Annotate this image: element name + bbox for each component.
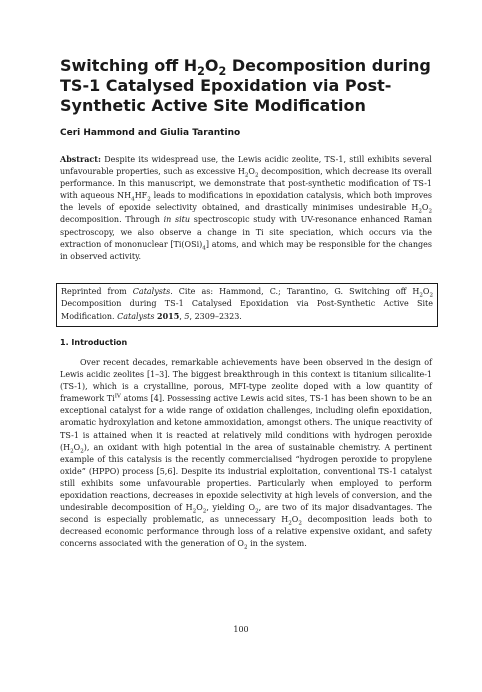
- abstract-text: Despite its widespread use, the Lewis acidic zeolite, TS-1, still exhibits several unfavourable properties, such as excessive H: [60, 155, 432, 177]
- abstract-text: O: [248, 167, 255, 177]
- abstract-subscript: 2: [147, 196, 151, 203]
- body-text: decomposition leads both to decreased economic performance through loss of a relative expensive oxidant, and safety concerns associated with the generation of O: [60, 515, 432, 549]
- abstract-subscript: 2: [428, 208, 432, 215]
- abstract-text: ] atoms, and which may be responsible for the changes in observed activity.: [60, 239, 432, 261]
- citation-text: O: [422, 287, 430, 296]
- abstract-label: Abstract:: [60, 154, 101, 164]
- body-subscript: 2: [202, 508, 207, 515]
- abstract-text: decomposition. Through: [60, 215, 164, 225]
- abstract-text: HF: [134, 191, 148, 201]
- section-heading: 1. Introduction: [60, 338, 128, 347]
- body-text: in the system.: [247, 539, 307, 549]
- body-subscript: 2: [255, 508, 259, 515]
- abstract: [60, 153, 432, 263]
- body-text: O: [73, 442, 81, 452]
- body-subscript: 2: [80, 448, 84, 455]
- abstract-subscript: 2: [244, 172, 249, 179]
- title-text: O: [204, 56, 219, 75]
- body-text: O: [196, 503, 203, 513]
- body-text: Over recent decades, remarkable achievements have been observed in the design of Lewis acidic zeolites [1–3]. The biggest breakthrough in this context is titanium silicalite-1 (TS-1), which is a crystalline, porous, MFI-type zeolite doped with a low quantity of framework Ti: [60, 358, 432, 404]
- abstract-text: leads to modifications in epoxidation catalysis, which both improves the levels of epoxide selectivity obtained, and drastically minimises undesirable H: [60, 191, 432, 213]
- citation-subscript: 2: [429, 292, 433, 299]
- citation-text: ,: [179, 312, 185, 322]
- abstract-text: decomposition, which decrease its overall performance. In this manuscript, we demonstrate that post-synthetic modification of TS-1 with aqueous NH: [60, 167, 432, 201]
- abstract-text: spectroscopic study with UV-resonance enhanced Raman spectroscopy, we also observe a change in Ti site speciation, which occurs via the extraction of mononuclear [Ti(OSi): [60, 215, 433, 249]
- body-superscript: IV: [114, 393, 121, 400]
- body-subscript: 2: [70, 448, 74, 455]
- body-text: , are two of its major disadvantages. The second is especially problematic, as unnecessary H: [60, 503, 432, 525]
- title-text: Decomposition during TS-1 Catalysed Epoxidation via Post-Synthetic Active Site Modification: [60, 56, 431, 115]
- abstract-subscript: 2: [418, 208, 422, 215]
- body-text: O: [291, 515, 299, 525]
- citation-italic: Catalysts: [117, 312, 155, 322]
- body-subscript: 2: [298, 520, 302, 527]
- body-subscript: 2: [243, 545, 248, 551]
- citation-year: 2015: [157, 311, 180, 322]
- citation-text: Decomposition during TS-1 Catalysed Epoxidation via Post-Synthetic Active Site Modification.: [61, 299, 433, 322]
- reprint-citation-box: [56, 283, 438, 327]
- citation-text: , 2309–2323.: [189, 312, 242, 322]
- abstract-italic: in situ: [163, 215, 191, 225]
- citation-subscript: 2: [419, 292, 423, 299]
- body-subscript: 2: [288, 520, 292, 527]
- body-text: , yielding O: [206, 503, 256, 513]
- abstract-subscript: 4: [131, 196, 135, 203]
- citation-volume: 5: [184, 312, 190, 322]
- introduction-paragraph: [60, 357, 432, 551]
- title-text: Switching off H: [60, 56, 198, 75]
- citation-text: Reprinted from: [61, 287, 133, 296]
- title-subscript: 2: [197, 65, 205, 79]
- abstract-text: O: [421, 203, 429, 213]
- author-list: Ceri Hammond and Giulia Tarantino: [60, 128, 241, 138]
- paper-title: [60, 56, 432, 116]
- citation-italic: Catalysts: [132, 287, 171, 296]
- title-subscript: 2: [218, 65, 227, 79]
- body-text: ), an oxidant with high potential in the area of sustainable chemistry. A pertinent example of this catalysis is the recently commercialised “hydrogen peroxide to propylene oxide” (HPPO) process [5,6]. Despite its industrial exploitation, conventional TS-1 catalyst still exhibits some unfavourable properties. Particularly when employed to perform epoxidation reactions, decreases in epoxide selectivity at high levels of conversion, and the undesirable decomposition of H: [60, 442, 432, 513]
- body-subscript: 2: [192, 508, 197, 515]
- abstract-subscript: 4: [202, 245, 206, 252]
- page-number: 100: [233, 625, 249, 634]
- abstract-subscript: 2: [254, 172, 259, 179]
- body-text: atoms [4]. Possessing active Lewis acid sites, TS-1 has been shown to be an exceptional catalyst for a wide range of oxidation challenges, including olefin epoxidation, aromatic hydroxylation and ketone ammoxidation, amongst others. The unique reactivity of TS-1 is attained when it is reacted at relatively mild conditions with hydrogen peroxide (H: [60, 394, 432, 452]
- citation-text: . Cite as: Hammond, C.; Tarantino, G. Switching off H: [170, 287, 420, 296]
